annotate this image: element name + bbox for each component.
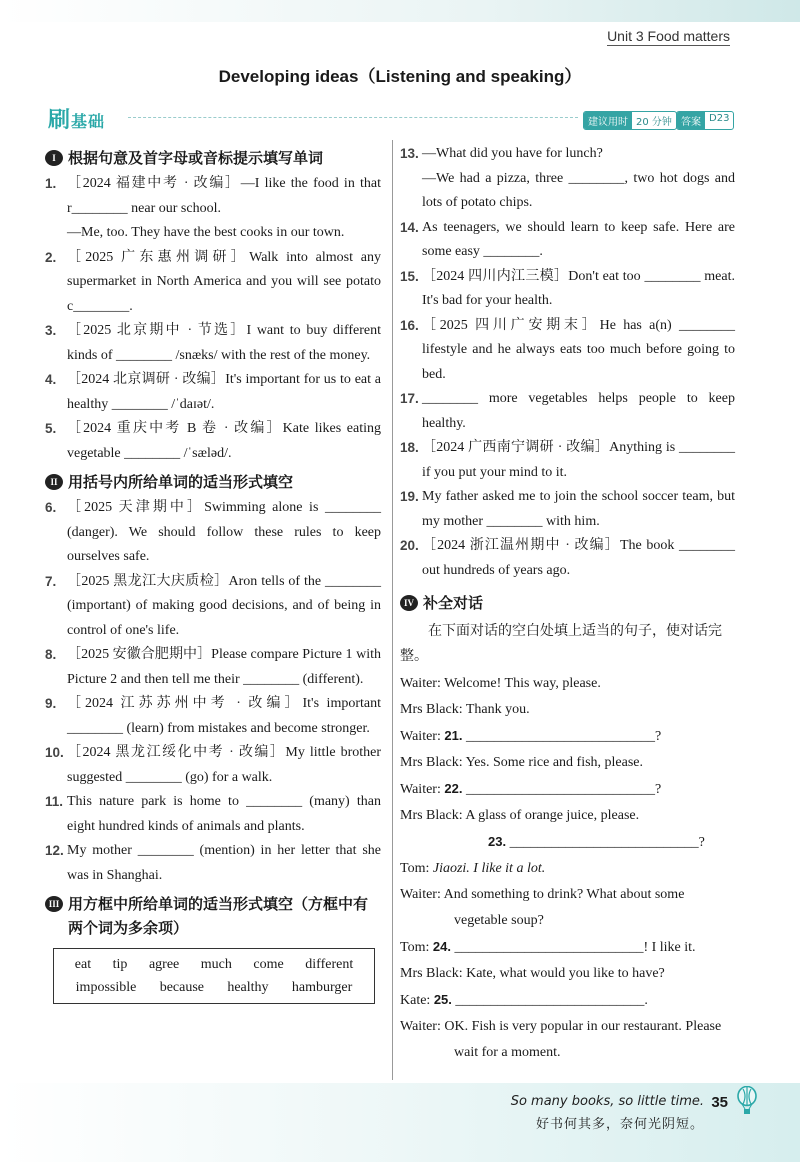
section-3-title: 用方框中所给单词的适当形式填空（方框中有两个词为多余项） <box>68 895 369 937</box>
question-number: 11. <box>45 794 64 809</box>
question-text: ［2024 福建中考 · 改编］—I like the food in that r________ near our school. —Me, too. They have the best cooks in our town. <box>67 176 381 240</box>
speaker: Mrs Black: <box>400 702 463 717</box>
word-item: tip <box>112 957 128 972</box>
question-7 <box>45 570 385 644</box>
dialogue-line <box>400 856 735 882</box>
question-text: ［2024 重庆中考 B 卷 · 改编］Kate likes eating vegetable ________ /ˈsæləd/. <box>67 421 385 461</box>
question-number: 10. <box>45 745 64 760</box>
speaker: Mrs Black: <box>400 808 463 823</box>
question-text: ［2024 江苏苏州中考 · 改编］It's important ________ (learn) from mistakes and become stronger. <box>67 696 385 736</box>
question-number: 20. <box>400 538 419 553</box>
question-2 <box>45 246 385 320</box>
speaker: Kate: <box>400 993 431 1008</box>
line-text: Jiaozi. I like it a lot. <box>429 861 546 876</box>
dotted-divider <box>128 117 578 118</box>
question-text: ［2025 安徽合肥期中］Please compare Picture 1 with Picture 2 and then tell me their ________ (different). <box>67 647 385 687</box>
page-title: Developing ideas（Listening and speaking） <box>218 67 582 86</box>
question-text: ［2024 浙江温州期中 · 改编］The book ________ out hundreds of years ago. <box>422 538 739 578</box>
speaker: Tom: <box>400 940 430 955</box>
question-17 <box>400 387 739 436</box>
unit-header: Unit 3 Food matters <box>607 28 730 44</box>
blank-number: 24. <box>432 939 451 954</box>
line-text: A glass of orange juice, please. <box>462 808 640 823</box>
question-5 <box>45 417 385 466</box>
dialogue-line <box>400 882 735 934</box>
dialogue-line <box>400 934 735 961</box>
question-number: 8. <box>45 647 57 662</box>
column-divider <box>392 140 393 1080</box>
question-4 <box>45 368 385 417</box>
question-9 <box>45 692 385 741</box>
word-item: agree <box>148 957 180 972</box>
word-item: impossible <box>75 980 137 995</box>
question-15 <box>400 265 739 314</box>
section-1-title: 根据句意及首字母或音标提示填写单词 <box>68 149 324 167</box>
blank-number: 22. <box>444 781 463 796</box>
question-number: 6. <box>45 500 57 515</box>
question-text: ［2025 广东惠州调研］Walk into almost any supermarket in North America and you will see potato c________. <box>67 249 385 314</box>
speaker: Waiter: <box>400 676 441 691</box>
question-number: 14. <box>400 219 419 235</box>
speaker: Tom: <box>400 861 430 876</box>
dialogue-line <box>400 750 735 776</box>
question-10 <box>45 741 385 790</box>
speaker: Waiter: <box>400 782 441 797</box>
question-number: 12. <box>45 843 64 858</box>
brand-logo <box>48 103 105 134</box>
line-text: Kate, what would you like to have? <box>462 966 665 981</box>
line-text: And something to drink? What about some vegetable soup? <box>440 887 688 928</box>
question-text: ［2025 四川广安期末］He has a(n) ________ lifestyle and he always eats too much before going to bed. <box>422 317 739 382</box>
dialogue-line <box>400 723 735 750</box>
question-number: 16. <box>400 317 419 333</box>
section-4-number: IV <box>400 595 418 611</box>
dialogue-intro: 在下面对话的空白处填上适当的句子，使对话完整。 <box>400 623 722 664</box>
line-text: ___________________________. <box>451 993 648 1008</box>
logo-small: 基础 <box>71 112 106 131</box>
dialogue-line <box>400 829 735 856</box>
question-text: ［2024 广西南宁调研 · 改编］Anything is ________ if you put your mind to it. <box>422 440 739 480</box>
question-19 <box>400 485 739 534</box>
question-number: 17. <box>400 391 419 406</box>
question-number: 19. <box>400 489 419 504</box>
question-13 <box>400 142 735 216</box>
question-number: 18. <box>400 440 419 455</box>
speaker: Waiter: <box>400 887 441 902</box>
word-item: eat <box>74 957 92 972</box>
answer-tag-value: D23 <box>709 113 730 124</box>
question-6 <box>45 496 385 570</box>
question-text: My father asked me to join the school soccer team, but my mother ________ with him. <box>422 489 739 529</box>
section-1-number: I <box>45 150 63 166</box>
answer-tag <box>676 111 734 130</box>
balloon-icon <box>736 1086 758 1116</box>
logo-big: 刷 <box>48 108 72 133</box>
question-number: 15. <box>400 268 419 284</box>
speaker: Mrs Black: <box>400 966 463 981</box>
word-item: come <box>253 957 284 972</box>
blank-number: 25. <box>433 992 452 1007</box>
header-band <box>0 0 800 22</box>
question-text: ________ more vegetables helps people to keep healthy. <box>422 391 739 431</box>
page-number: 35 <box>711 1094 728 1111</box>
footer-quote-english: So many books, so little time. <box>510 1094 704 1109</box>
section-1-heading <box>45 146 381 170</box>
line-text: Welcome! This way, please. <box>440 676 601 691</box>
section-3-heading <box>45 892 381 940</box>
question-14 <box>400 216 739 265</box>
word-item: much <box>200 957 232 972</box>
dialogue-line <box>400 961 735 987</box>
time-tag-key: 建议用时 <box>584 112 632 129</box>
question-3 <box>45 319 385 368</box>
question-number: 1. <box>45 176 57 191</box>
section-3-number: III <box>45 896 63 912</box>
word-item: hamburger <box>291 980 353 995</box>
question-number: 5. <box>45 421 57 436</box>
question-text: —What did you have for lunch? —We had a pizza, three ________, two hot dogs and lots of potato chips. <box>422 146 735 210</box>
question-12 <box>45 839 385 888</box>
question-20 <box>400 534 739 583</box>
word-box <box>53 948 375 1004</box>
question-text: ［2025 北京期中 · 节选］I want to buy different kinds of ________ /snæks/ with the rest of the money. <box>67 323 385 363</box>
question-1 <box>45 172 381 246</box>
right-column <box>400 142 739 1066</box>
question-text: ［2025 天津期中］Swimming alone is ________ (danger). We should follow these rules to keep ourselves safe. <box>67 500 385 564</box>
line-text: ___________________________? <box>506 835 705 850</box>
question-number: 2. <box>45 249 57 265</box>
question-number: 4. <box>45 372 57 387</box>
answer-tag-key: 答案 <box>677 112 705 129</box>
line-text: ___________________________? <box>462 729 662 744</box>
blank-number: 23. <box>488 834 507 849</box>
question-number: 13. <box>400 146 419 161</box>
dialogue-line <box>400 671 735 697</box>
line-text: OK. Fish is very popular in our restaurant. Please wait for a moment. <box>440 1019 725 1060</box>
question-text: ［2024 黑龙江绥化中考 · 改编］My little brother suggested ________ (go) for a walk. <box>67 745 385 785</box>
blank-number: 21. <box>444 728 463 743</box>
dialogue-line <box>400 697 735 723</box>
line-text: ___________________________? <box>462 782 662 797</box>
question-11 <box>45 790 385 839</box>
line-text: ___________________________! I like it. <box>450 940 696 955</box>
dialogue-line <box>400 987 735 1014</box>
dialogue-line <box>400 1014 735 1066</box>
time-tag-value: 20 分钟 <box>636 117 672 128</box>
time-tag <box>583 111 677 130</box>
section-4-title: 补全对话 <box>423 594 484 612</box>
word-item: because <box>159 980 204 995</box>
dialogue-line <box>400 803 735 829</box>
question-text: ［2024 北京调研 · 改编］It's important for us to eat a healthy ________ /ˈdaɪət/. <box>67 372 385 412</box>
question-number: 7. <box>45 573 57 589</box>
question-8 <box>45 643 385 692</box>
word-item: healthy <box>227 980 269 995</box>
footer-quote-chinese: 好书何其多，奈何光阴短。 <box>535 1117 704 1132</box>
question-number: 9. <box>45 696 57 711</box>
section-4-heading <box>400 591 735 615</box>
section-2-number: II <box>45 474 63 490</box>
section-bar <box>48 103 738 133</box>
speaker: Waiter: <box>400 1019 441 1034</box>
word-box-row-1 <box>54 953 374 976</box>
line-text: Yes. Some rice and fish, please. <box>462 755 644 770</box>
section-2-title: 用括号内所给单词的适当形式填空 <box>68 473 294 491</box>
speaker: Mrs Black: <box>400 755 463 770</box>
question-18 <box>400 436 739 485</box>
word-box-row-2 <box>54 976 374 999</box>
question-text: This nature park is home to ________ (many) than eight hundred kinds of animals and plants. <box>67 794 385 834</box>
word-item: different <box>305 957 354 972</box>
question-text: ［2025 黑龙江大庆质检］Aron tells of the ________ (important) of making good decisions, and of being in control of one's life. <box>67 573 385 638</box>
section-2-heading <box>45 470 381 494</box>
dialogue-line <box>400 776 735 803</box>
speaker: Waiter: <box>400 729 441 744</box>
question-text: My mother ________ (mention) in her letter that she was in Shanghai. <box>67 843 385 883</box>
question-text: As teenagers, we should learn to keep safe. Here are some easy ________. <box>422 219 739 259</box>
left-column <box>45 142 385 1004</box>
question-number: 3. <box>45 323 57 338</box>
question-16 <box>400 314 739 388</box>
question-text: ［2024 四川内江三模］Don't eat too ________ meat. It's bad for your health. <box>422 268 739 308</box>
line-text: Thank you. <box>462 702 530 717</box>
